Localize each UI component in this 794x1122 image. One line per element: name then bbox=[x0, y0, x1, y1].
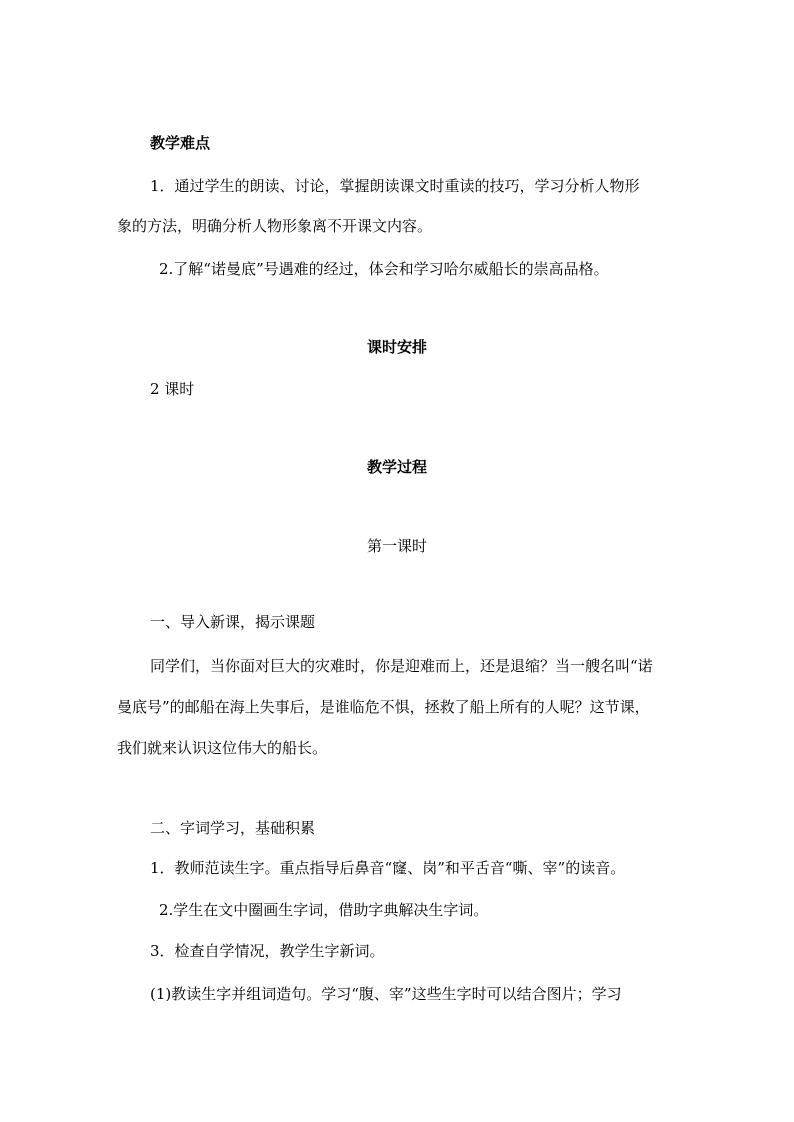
section-2-item-3: 3．检查自学情况，教学生字新词。 bbox=[150, 942, 385, 960]
section-1-line-3: 我们就来认识这位伟大的船长。 bbox=[117, 739, 328, 757]
process-heading: 教学过程 bbox=[366, 458, 427, 476]
section-1-heading: 一、导入新课，揭示课题 bbox=[150, 613, 316, 631]
lesson-title: 第一课时 bbox=[366, 537, 427, 555]
difficulty-item-1-line-1: 1．通过学生的朗读、讨论，掌握朗读课文时重读的技巧，学习分析人物形 bbox=[150, 177, 640, 195]
section-2-item-4: (1)教读生字并组词造句。学习“腹、宰”这些生字时可以结合图片；学习 bbox=[150, 985, 622, 1003]
section-1-line-1: 同学们，当你面对巨大的灾难时，你是迎难而上，还是退缩？当一艘名叫“诺 bbox=[150, 657, 653, 675]
section-2-item-1: 1．教师范读生字。重点指导后鼻音“窿、岗”和平舌音“嘶、宰”的读音。 bbox=[150, 859, 626, 877]
section-1-line-2: 曼底号”的邮船在海上失事后，是谁临危不惧，拯救了船上所有的人呢？这节课， bbox=[117, 698, 650, 716]
section-2-heading: 二、字词学习，基础积累 bbox=[150, 819, 316, 837]
difficulty-item-2: 2.了解“诺曼底”号遇难的经过，体会和学习哈尔威船长的崇高品格。 bbox=[159, 260, 609, 278]
difficulty-heading: 教学难点 bbox=[150, 134, 211, 152]
schedule-text: 2 课时 bbox=[150, 380, 195, 398]
difficulty-item-1-line-2: 象的方法，明确分析人物形象离不开课文内容。 bbox=[117, 217, 433, 235]
schedule-heading: 课时安排 bbox=[366, 338, 427, 356]
section-2-item-2: 2.学生在文中圈画生字词，借助字典解决生字词。 bbox=[159, 901, 489, 919]
